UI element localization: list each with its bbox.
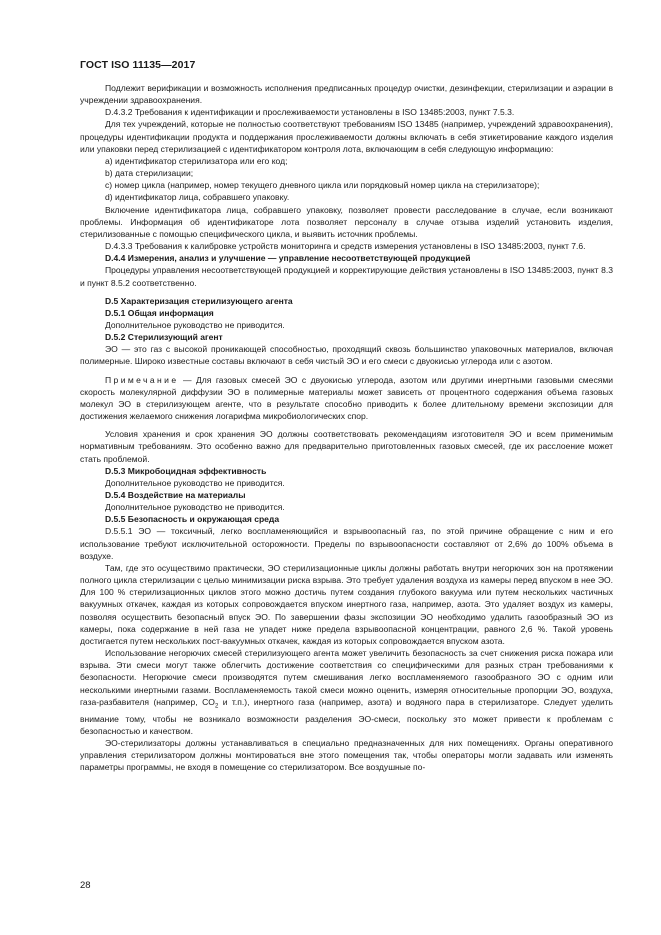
- list-item: c) номер цикла (например, номер текущего дневного цикла или порядковый номер цикла на стерилизаторе);: [105, 180, 540, 191]
- section-heading: D.5.5 Безопасность и окружающая среда: [105, 514, 280, 525]
- paragraph: Подлежит верификации и возможность исполнения предписанных процедур очистки, дезинфекции, стерилизации и аэрации в учреждении здравоохранения.: [80, 83, 613, 106]
- page-number: 28: [80, 880, 91, 891]
- list-item: d) идентификатор лица, собравшего упаковку.: [105, 192, 290, 203]
- subscript: 2: [214, 703, 219, 710]
- paragraph: D.4.3.2 Требования к идентификации и прослеживаемости установлены в ISO 13485:2003, пункт 7.5.3.: [105, 107, 515, 118]
- section-heading: D.5 Характеризация стерилизующего агента: [105, 295, 293, 306]
- paragraph: Там, где это осуществимо практически, ЭО стерилизационные циклы должны работать внутри негорючих зон на протяжении полного цикла стерилизации с целью минимизации риска взрыва. Это требует удаления воздуха из камеры перед впуском в нее ЭО. Для 100 % стерилизационных циклов этого можно достичь путем создания глубокого вакуума или путем нескольких частичных вакуумных откачек, каждая из которых сопровождается впуском инертного газа, например, азота. Это удаляет воздух из камеры, позволяя осуществить безопасный впуск ЭО. По завершении фазы экспозиции ЭО необходимо удалить газообразный ЭО из камеры, пока содержание в ней газа не упадет ниже предела взрывоопасной концентрации, равного 2,6 %. Такой уровень достигается путем нескольких пост-вакуумных откачек, каждая из которых сопровождается впуском азота.: [80, 562, 613, 646]
- section-heading: D.5.3 Микробоцидная эффективность: [105, 465, 267, 476]
- document-header: ГОСТ ISO 11135—2017: [80, 59, 196, 71]
- paragraph: Дополнительное руководство не приводится.: [105, 477, 285, 488]
- paragraph: D.4.3.3 Требования к калибровке устройств мониторинга и средств измерения установлены в ISO 13485:2003, пункт 7.6.: [105, 241, 586, 252]
- paragraph: Условия хранения и срок хранения ЭО должны соответствовать рекомендациям изготовителя ЭО и всем применимым нормативным требованиям. Это особенно важно для предварительно приготовленных газовых смесей, где их расслоение может стать проблемой.: [80, 429, 613, 464]
- paragraph: Дополнительное руководство не приводится.: [105, 319, 285, 330]
- note-text: — Для газовых смесей ЭО с двуокисью углерода, азотом или другими инертными газовыми смесями скорость молекулярной диффузии ЭО в полимерные материалы может зависеть от процентного содержания объема газовых молекул ЭО в стерилизующем агенте, что в результате способно приводить к более длительному времени экспозиции для достижения желаемого снижения логарифма микробиологических спор.: [80, 374, 613, 422]
- paragraph: ЭО-стерилизаторы должны устанавливаться в специально предназначенных для них помещениях. Органы оперативного управления стерилизатором должны монтироваться вне этого помещения так, чтобы операторы могли задавать или изменять параметры программы, не входя в помещение со стерилизатором. Все воздушные по-: [80, 737, 613, 773]
- section-heading: D.5.2 Стерилизующий агент: [105, 332, 223, 343]
- document-body: [80, 82, 613, 773]
- paragraph-part: и т.п.), инертного газа (например, азота) и водяного пара в стерилизаторе. Следует уделить внимание тому, чтобы не возникало возможности разделения ЭО-смеси, поскольку это может привести к проблемам с безопасностью и качеством.: [80, 696, 614, 736]
- paragraph: Включение идентификатора лица, собравшего упаковку, позволяет провести расследование в случае, если возникают проблемы. Информация об идентификаторе лота позволяет персоналу в случае отзыва изделий установить изделия, стерилизованные с помощью специфического цикла, и выявить источник проблемы.: [80, 204, 613, 239]
- section-heading: D.4.4 Измерения, анализ и улучшение — управление несоответствующей продукцией: [105, 253, 471, 264]
- note-paragraph: [80, 374, 613, 423]
- section-heading: D.5.1 Общая информация: [105, 307, 214, 318]
- paragraph: Для тех учреждений, которые не полностью соответствуют требованиям ISO 13485 (например, учреждений здравоохранения), процедуры идентификации продукта и поддержания прослеживаемости должны включать в себя этикетирование каждого изделия или упаковки перед стерилизацией с идентификатором контроля лота, включающим в себя следующую информацию:: [80, 119, 613, 154]
- paragraph: Процедуры управления несоответствующей продукцией и корректирующие действия установлены в ISO 13485:2003, пункт 8.3 и пункт 8.5.2 соответственно.: [80, 265, 613, 288]
- paragraph: ЭО — это газ с высокой проникающей способностью, проходящий сквозь большинство упаковочных материалов, включая полимерные. Широко известные составы включают в себя чистый ЭО и его смеси с двуокисью углерода или с азотом.: [80, 344, 613, 367]
- paragraph: [80, 647, 613, 737]
- paragraph: Дополнительное руководство не приводится.: [105, 502, 285, 513]
- section-heading: D.5.4 Воздействие на материалы: [105, 490, 246, 500]
- list-item: a) идентификатор стерилизатора или его код;: [105, 155, 288, 166]
- paragraph: D.5.5.1 ЭО — токсичный, легко воспламеняющийся и взрывоопасный газ, по этой причине обращение с ним и его использование требуют исключительной осторожности. Пределы по взрывоопасности составляют от 2,6% до 100% объема в воздухе.: [80, 526, 613, 561]
- paragraph-part: Использование негорючих смесей стерилизующего агента может увеличить безопасность за счет снижения риска пожара или взрыва. Эти смеси могут также облегчить достижение соответствия со специфическими для разных стран требованиями к безопасности. Негорючие смеси производятся путем смешивания легко воспламеняемого газообразного ЭО с одним или несколькими инертными газами. Воспламеняемость такой смеси можно оценить, измеряя относительные пропорции ЭО, воздуха, газа-разбавителя (например, CO: [80, 648, 613, 707]
- note-label: Примечание: [105, 374, 179, 385]
- list-item: b) дата стерилизации;: [105, 168, 194, 179]
